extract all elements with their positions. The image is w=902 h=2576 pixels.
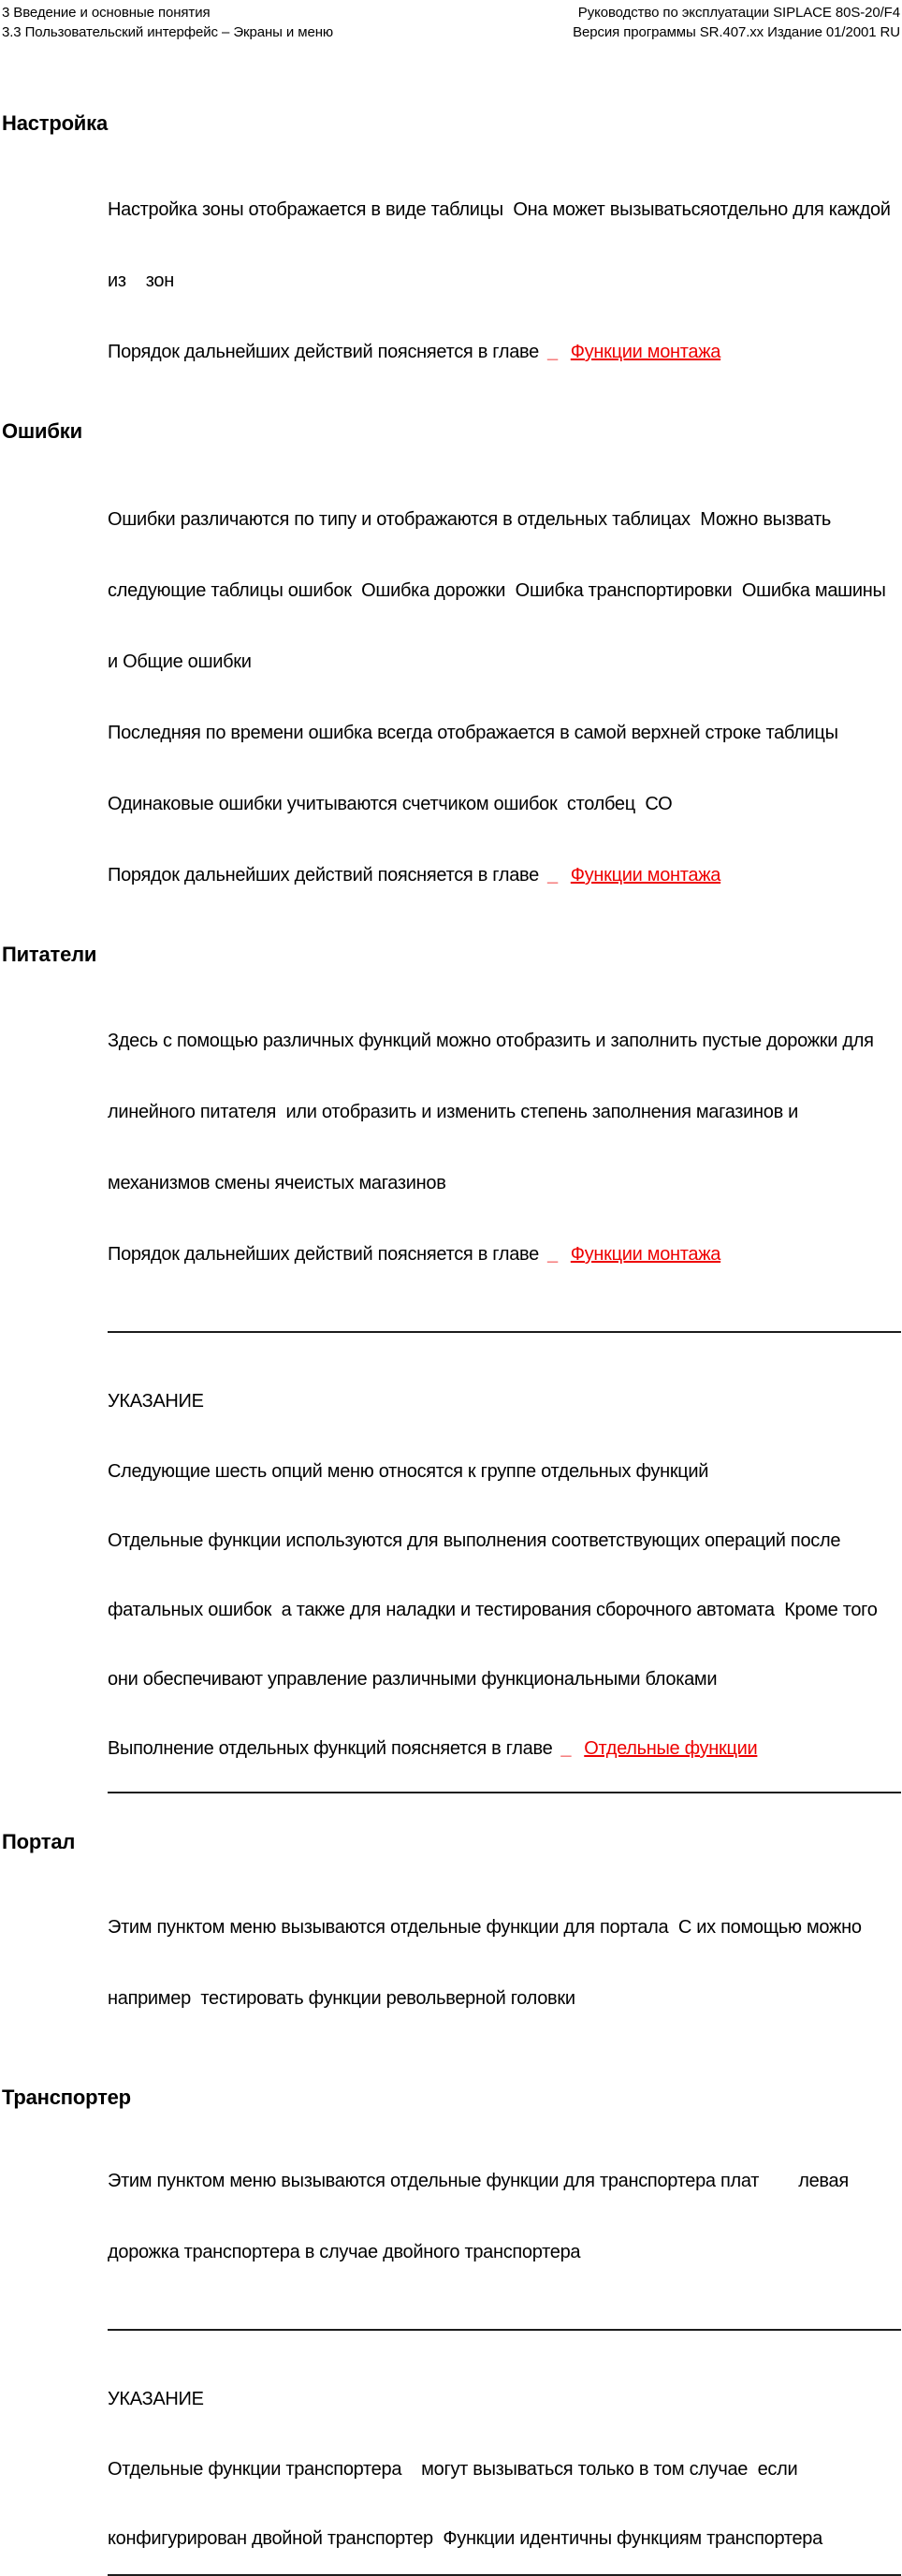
note-label: УКАЗАНИЕ xyxy=(108,2389,204,2409)
paragraph-line: Этим пунктом меню вызываются отдельные функции для транспортера плат левая xyxy=(108,2171,849,2191)
paragraph-line: Одинаковые ошибки учитываются счетчиком ошибок столбец СО xyxy=(108,794,673,814)
paragraph-line: из зон xyxy=(108,271,174,291)
link-funkcii-montazha[interactable]: Функции монтажа xyxy=(570,865,721,886)
header-manual-block xyxy=(573,3,900,42)
section-heading-oshibki: Ошибки xyxy=(2,419,82,443)
paragraph-line: Ошибки различаются по типу и отображаются в отдельных таблицах Можно вызвать xyxy=(108,509,832,530)
paragraph-line: дорожка транспортера в случае двойного транспортера xyxy=(108,2242,581,2262)
chapter-reference-line xyxy=(108,861,901,889)
paragraph-line: Этим пунктом меню вызываются отдельные функции для портала С их помощью можно xyxy=(108,1917,862,1938)
page-header xyxy=(0,0,902,42)
paragraph-line: например тестировать функции револьверной головки xyxy=(108,1988,575,2009)
section-paragraph xyxy=(108,2124,901,2309)
header-version-line: Версия программы SR.407.xx Издание 01/2001 RU xyxy=(573,24,900,40)
section-oshibki xyxy=(0,420,902,932)
header-chapter-block xyxy=(2,3,333,42)
note-line: они обеспечивают управление различными функциональными блоками xyxy=(108,1669,718,1690)
chapter-number-placeholder: _ xyxy=(546,865,558,886)
section-portal xyxy=(0,1831,902,2056)
chapter-number-placeholder: _ xyxy=(546,342,558,362)
note-line: Следующие шесть опций меню относятся к группе отдельных функций xyxy=(108,1461,709,1482)
header-chapter-line: 3 Введение и основные понятия xyxy=(2,5,211,21)
chapter-number-placeholder: _ xyxy=(560,1738,572,1759)
section-paragraph xyxy=(108,153,901,409)
note-box-transporter xyxy=(108,2329,901,2576)
paragraph-line: Настройка зоны отображается в виде таблицы Она может вызыватьсяотдельно для каждой xyxy=(108,199,891,220)
section-paragraph xyxy=(108,462,901,932)
chapter-number-placeholder: _ xyxy=(546,1244,558,1265)
section-heading-portal: Портал xyxy=(2,1830,76,1853)
section-nastrojka xyxy=(0,112,902,409)
header-section-line: 3.3 Пользовательский интерфейс – Экраны и меню xyxy=(2,24,334,40)
note-line: фатальных ошибок а также для наладки и тестирования сборочного автомата Кроме того xyxy=(108,1600,878,1620)
chapter-reference-line xyxy=(108,338,901,366)
section-heading-pitateli: Питатели xyxy=(2,943,97,966)
paragraph-line: Здесь с помощью различных функций можно отобразить и заполнить пустые дорожки для xyxy=(108,1031,874,1051)
chapter-reference-line xyxy=(108,1240,901,1268)
reference-text: Выполнение отдельных функций поясняется в главе xyxy=(108,1738,553,1759)
section-heading-nastrojka: Настройка xyxy=(2,111,108,135)
section-heading-transporter: Транспортер xyxy=(2,2086,131,2109)
reference-text: Порядок дальнейших действий поясняется в главе xyxy=(108,1244,539,1265)
reference-text: Порядок дальнейших действий поясняется в главе xyxy=(108,342,539,362)
section-transporter xyxy=(0,2086,902,2309)
note-line: Отдельные функции транспортера могут вызываться только в том случае если xyxy=(108,2459,798,2480)
note-label: УКАЗАНИЕ xyxy=(108,1391,204,1412)
section-paragraph xyxy=(108,1870,901,2056)
section-paragraph xyxy=(108,984,901,1311)
note-line: конфигурирован двойной транспортер Функции идентичны функциям транспортера xyxy=(108,2528,822,2549)
header-manual-title: Руководство по эксплуатации SIPLACE 80S-20/F4 xyxy=(577,5,900,21)
paragraph-line: Последняя по времени ошибка всегда отображается в самой верхней строке таблицы xyxy=(108,723,838,743)
paragraph-line: и Общие ошибки xyxy=(108,651,252,672)
link-funkcii-montazha[interactable]: Функции монтажа xyxy=(570,342,721,362)
paragraph-line: линейного питателя или отобразить и изменить степень заполнения магазинов и xyxy=(108,1102,799,1122)
link-funkcii-montazha[interactable]: Функции монтажа xyxy=(570,1244,721,1265)
link-otdelnye-funkcii[interactable]: Отдельные функции xyxy=(584,1738,758,1759)
note-box-individual-functions xyxy=(108,1331,901,1793)
note-line: Отдельные функции используются для выполнения соответствующих операций после xyxy=(108,1530,841,1551)
section-pitateli xyxy=(0,944,902,1311)
paragraph-line: следующие таблицы ошибок Ошибка дорожки Ошибка транспортировки Ошибка машины xyxy=(108,580,886,601)
paragraph-line: механизмов смены ячеистых магазинов xyxy=(108,1173,446,1193)
chapter-reference-line xyxy=(108,1735,901,1762)
reference-text: Порядок дальнейших действий поясняется в главе xyxy=(108,865,539,886)
